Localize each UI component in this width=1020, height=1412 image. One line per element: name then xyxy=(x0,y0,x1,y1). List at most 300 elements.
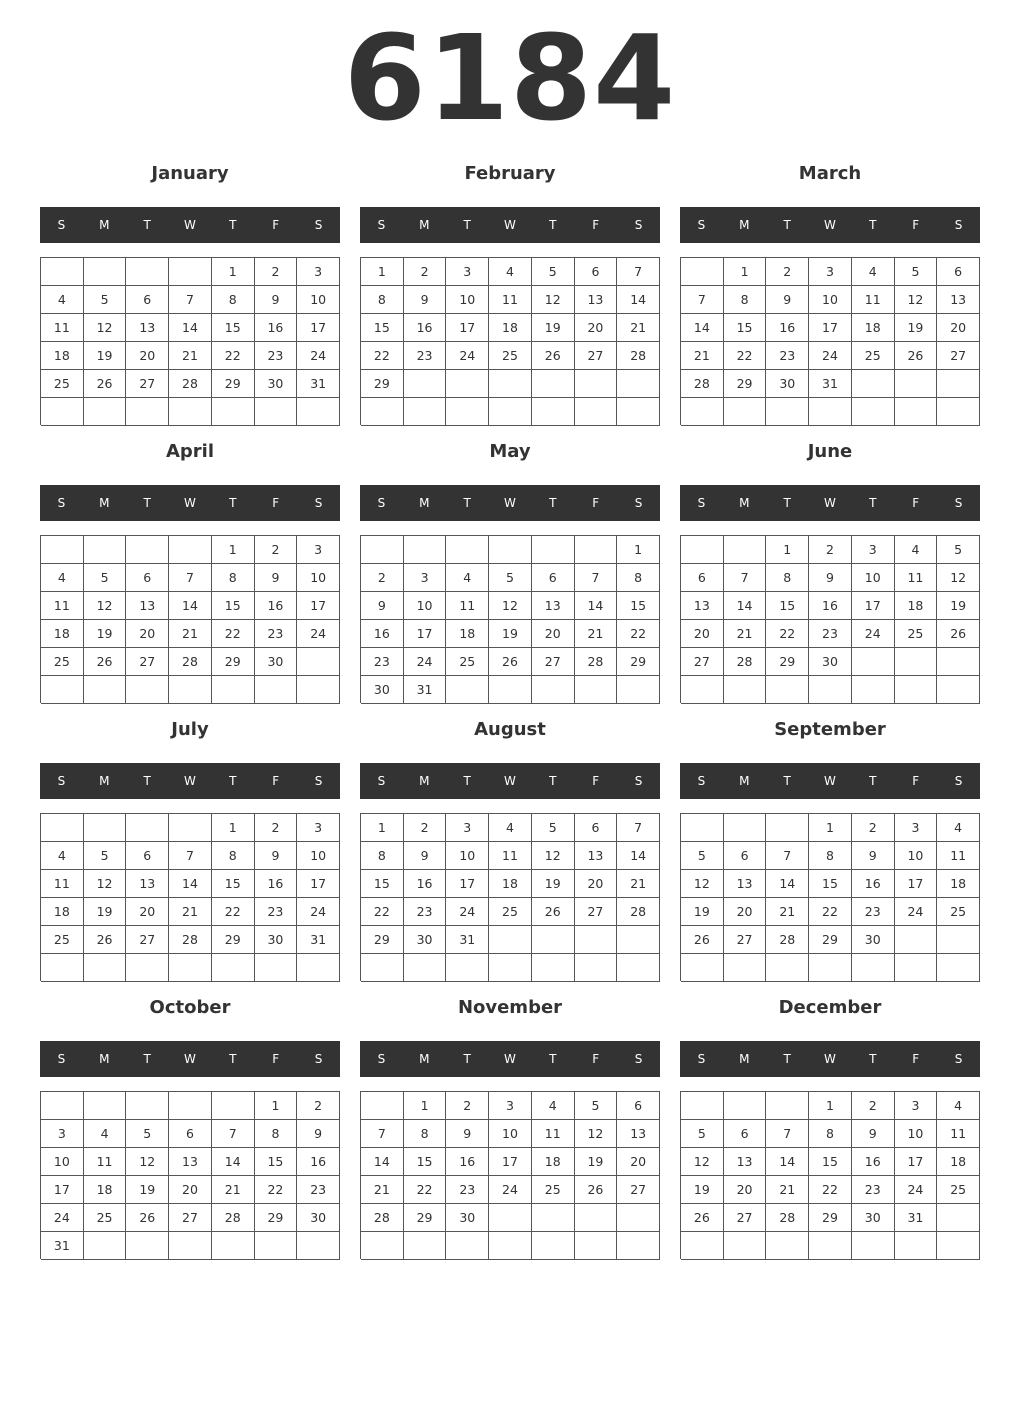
day-grid xyxy=(680,1091,980,1259)
day-cell: 10 xyxy=(297,842,340,870)
day-cell: 31 xyxy=(297,370,340,398)
weekday-label: S xyxy=(377,1052,386,1066)
empty-day-cell xyxy=(852,370,895,398)
weekday-label: T xyxy=(143,496,151,510)
day-cell: 6 xyxy=(724,842,767,870)
weekday-label: T xyxy=(143,218,151,232)
weekday-label: M xyxy=(739,496,750,510)
day-cell: 17 xyxy=(41,1176,84,1204)
weekday-label: F xyxy=(272,1052,280,1066)
day-cell: 24 xyxy=(489,1176,532,1204)
day-cell: 27 xyxy=(681,648,724,676)
day-cell: 27 xyxy=(169,1204,212,1232)
day-cell: 29 xyxy=(404,1204,447,1232)
day-cell: 10 xyxy=(404,592,447,620)
day-cell: 31 xyxy=(297,926,340,954)
day-cell: 2 xyxy=(766,258,809,286)
day-cell: 27 xyxy=(126,370,169,398)
weekday-label: T xyxy=(549,774,557,788)
empty-day-cell xyxy=(895,954,938,982)
day-cell: 30 xyxy=(852,926,895,954)
empty-day-cell xyxy=(297,1232,340,1260)
empty-day-cell xyxy=(617,398,660,426)
empty-day-cell xyxy=(532,926,575,954)
empty-day-cell xyxy=(84,814,127,842)
day-cell: 24 xyxy=(895,1176,938,1204)
weekday-header xyxy=(680,1041,980,1077)
weekday-label: T xyxy=(463,1052,471,1066)
empty-day-cell xyxy=(575,676,618,704)
day-cell: 19 xyxy=(681,1176,724,1204)
day-cell: 26 xyxy=(84,926,127,954)
weekday-label: T xyxy=(549,218,557,232)
day-cell: 29 xyxy=(255,1204,298,1232)
day-cell: 2 xyxy=(446,1092,489,1120)
day-cell: 28 xyxy=(766,1204,809,1232)
day-cell: 15 xyxy=(212,314,255,342)
weekday-header xyxy=(40,763,340,799)
empty-day-cell xyxy=(766,398,809,426)
day-cell: 10 xyxy=(809,286,852,314)
day-cell: 10 xyxy=(297,564,340,592)
empty-day-cell xyxy=(212,676,255,704)
day-cell: 2 xyxy=(404,258,447,286)
day-cell: 4 xyxy=(895,536,938,564)
day-cell: 3 xyxy=(297,536,340,564)
day-cell: 24 xyxy=(297,620,340,648)
day-cell: 20 xyxy=(724,898,767,926)
day-cell: 9 xyxy=(361,592,404,620)
day-cell: 13 xyxy=(681,592,724,620)
day-cell: 4 xyxy=(937,814,980,842)
day-cell: 23 xyxy=(852,898,895,926)
month-april xyxy=(40,438,340,706)
day-cell: 8 xyxy=(766,564,809,592)
day-cell: 3 xyxy=(895,814,938,842)
day-cell: 26 xyxy=(532,342,575,370)
day-cell: 21 xyxy=(617,314,660,342)
day-cell: 4 xyxy=(41,564,84,592)
day-cell: 22 xyxy=(255,1176,298,1204)
empty-day-cell xyxy=(724,954,767,982)
day-cell: 28 xyxy=(169,370,212,398)
day-cell: 15 xyxy=(809,1148,852,1176)
day-cell: 11 xyxy=(532,1120,575,1148)
empty-day-cell xyxy=(575,370,618,398)
day-cell: 23 xyxy=(852,1176,895,1204)
day-cell: 18 xyxy=(41,342,84,370)
empty-day-cell xyxy=(532,1204,575,1232)
day-cell: 29 xyxy=(809,1204,852,1232)
weekday-label: S xyxy=(697,496,706,510)
empty-day-cell xyxy=(852,676,895,704)
month-october xyxy=(40,994,340,1262)
day-cell: 2 xyxy=(404,814,447,842)
day-cell: 1 xyxy=(212,814,255,842)
day-cell: 8 xyxy=(212,842,255,870)
day-cell: 6 xyxy=(617,1092,660,1120)
weekday-label: W xyxy=(504,774,516,788)
weekday-label: S xyxy=(377,496,386,510)
weekday-label: F xyxy=(912,1052,920,1066)
empty-day-cell xyxy=(446,1232,489,1260)
empty-day-cell xyxy=(126,1092,169,1120)
day-cell: 25 xyxy=(489,342,532,370)
day-cell: 28 xyxy=(361,1204,404,1232)
day-cell: 14 xyxy=(212,1148,255,1176)
day-cell: 1 xyxy=(212,258,255,286)
weekday-label: W xyxy=(824,496,836,510)
empty-day-cell xyxy=(446,536,489,564)
day-cell: 14 xyxy=(766,1148,809,1176)
weekday-label: W xyxy=(824,1052,836,1066)
empty-day-cell xyxy=(41,258,84,286)
day-grid xyxy=(360,813,660,981)
day-cell: 5 xyxy=(895,258,938,286)
empty-day-cell xyxy=(617,954,660,982)
day-cell: 27 xyxy=(724,1204,767,1232)
day-cell: 28 xyxy=(169,648,212,676)
day-cell: 5 xyxy=(681,842,724,870)
day-cell: 13 xyxy=(937,286,980,314)
day-cell: 31 xyxy=(404,676,447,704)
day-cell: 29 xyxy=(212,648,255,676)
month-name: March xyxy=(798,163,862,184)
empty-day-cell xyxy=(126,954,169,982)
day-cell: 20 xyxy=(126,620,169,648)
empty-day-cell xyxy=(297,648,340,676)
weekday-label: S xyxy=(57,1052,66,1066)
day-cell: 26 xyxy=(681,1204,724,1232)
day-cell: 27 xyxy=(126,926,169,954)
empty-day-cell xyxy=(895,676,938,704)
day-cell: 13 xyxy=(532,592,575,620)
day-cell: 28 xyxy=(169,926,212,954)
day-cell: 2 xyxy=(809,536,852,564)
day-cell: 17 xyxy=(809,314,852,342)
day-cell: 12 xyxy=(895,286,938,314)
weekday-label: M xyxy=(99,218,110,232)
day-cell: 12 xyxy=(84,870,127,898)
day-cell: 7 xyxy=(169,842,212,870)
day-cell: 20 xyxy=(575,314,618,342)
day-cell: 6 xyxy=(532,564,575,592)
month-march xyxy=(680,160,980,428)
day-cell: 5 xyxy=(489,564,532,592)
empty-day-cell xyxy=(937,926,980,954)
empty-day-cell xyxy=(489,954,532,982)
day-cell: 28 xyxy=(212,1204,255,1232)
empty-day-cell xyxy=(937,398,980,426)
day-cell: 26 xyxy=(681,926,724,954)
weekday-label: S xyxy=(634,218,643,232)
empty-day-cell xyxy=(937,676,980,704)
empty-day-cell xyxy=(724,1232,767,1260)
empty-day-cell xyxy=(41,536,84,564)
day-cell: 27 xyxy=(575,342,618,370)
day-cell: 9 xyxy=(255,842,298,870)
day-cell: 6 xyxy=(681,564,724,592)
weekday-label: S xyxy=(697,218,706,232)
empty-day-cell xyxy=(126,258,169,286)
day-cell: 13 xyxy=(724,870,767,898)
day-cell: 17 xyxy=(852,592,895,620)
day-cell: 17 xyxy=(297,870,340,898)
weekday-label: T xyxy=(143,774,151,788)
day-cell: 9 xyxy=(766,286,809,314)
day-cell: 25 xyxy=(937,898,980,926)
day-cell: 6 xyxy=(575,258,618,286)
day-cell: 24 xyxy=(809,342,852,370)
empty-day-cell xyxy=(681,398,724,426)
day-cell: 6 xyxy=(126,842,169,870)
empty-day-cell xyxy=(532,398,575,426)
day-cell: 30 xyxy=(852,1204,895,1232)
empty-day-cell xyxy=(404,536,447,564)
day-cell: 6 xyxy=(724,1120,767,1148)
day-cell: 15 xyxy=(617,592,660,620)
month-name: November xyxy=(457,997,563,1018)
day-cell: 1 xyxy=(212,536,255,564)
day-cell: 9 xyxy=(404,842,447,870)
day-cell: 3 xyxy=(446,814,489,842)
day-cell: 5 xyxy=(126,1120,169,1148)
day-grid xyxy=(680,813,980,981)
day-cell: 25 xyxy=(41,926,84,954)
day-cell: 5 xyxy=(937,536,980,564)
day-grid xyxy=(40,813,340,981)
weekday-label: S xyxy=(697,774,706,788)
day-cell: 12 xyxy=(84,314,127,342)
empty-day-cell xyxy=(532,370,575,398)
month-name: May xyxy=(489,441,531,462)
month-july xyxy=(40,716,340,984)
empty-day-cell xyxy=(41,398,84,426)
day-cell: 8 xyxy=(361,842,404,870)
weekday-label: S xyxy=(314,1052,323,1066)
day-cell: 7 xyxy=(575,564,618,592)
day-cell: 25 xyxy=(41,370,84,398)
weekday-label: F xyxy=(592,774,600,788)
day-cell: 19 xyxy=(681,898,724,926)
day-cell: 20 xyxy=(532,620,575,648)
day-cell: 18 xyxy=(489,314,532,342)
weekday-label: F xyxy=(912,218,920,232)
empty-day-cell xyxy=(404,398,447,426)
month-june xyxy=(680,438,980,706)
empty-day-cell xyxy=(895,370,938,398)
empty-day-cell xyxy=(724,676,767,704)
day-cell: 14 xyxy=(169,592,212,620)
weekday-label: S xyxy=(954,218,963,232)
empty-day-cell xyxy=(575,536,618,564)
day-cell: 4 xyxy=(489,258,532,286)
month-february xyxy=(360,160,660,428)
day-cell: 12 xyxy=(681,870,724,898)
day-cell: 31 xyxy=(895,1204,938,1232)
day-cell: 4 xyxy=(937,1092,980,1120)
day-cell: 26 xyxy=(575,1176,618,1204)
weekday-label: T xyxy=(229,496,237,510)
empty-day-cell xyxy=(255,1232,298,1260)
empty-day-cell xyxy=(212,1092,255,1120)
day-cell: 29 xyxy=(212,370,255,398)
day-cell: 15 xyxy=(212,870,255,898)
day-cell: 23 xyxy=(361,648,404,676)
empty-day-cell xyxy=(169,258,212,286)
empty-day-cell xyxy=(84,954,127,982)
day-cell: 3 xyxy=(297,258,340,286)
day-cell: 14 xyxy=(766,870,809,898)
day-cell: 8 xyxy=(212,564,255,592)
day-cell: 21 xyxy=(212,1176,255,1204)
weekday-label: M xyxy=(419,774,430,788)
day-cell: 14 xyxy=(575,592,618,620)
weekday-label: F xyxy=(592,218,600,232)
day-cell: 22 xyxy=(212,342,255,370)
day-cell: 15 xyxy=(212,592,255,620)
empty-day-cell xyxy=(126,676,169,704)
empty-day-cell xyxy=(681,258,724,286)
day-cell: 30 xyxy=(255,370,298,398)
empty-day-cell xyxy=(84,258,127,286)
weekday-label: W xyxy=(184,218,196,232)
day-cell: 6 xyxy=(575,814,618,842)
month-may xyxy=(360,438,660,706)
day-cell: 30 xyxy=(361,676,404,704)
weekday-header xyxy=(680,485,980,521)
weekday-header xyxy=(40,207,340,243)
day-cell: 16 xyxy=(255,870,298,898)
day-cell: 7 xyxy=(766,842,809,870)
empty-day-cell xyxy=(255,954,298,982)
day-cell: 23 xyxy=(404,898,447,926)
day-cell: 18 xyxy=(84,1176,127,1204)
day-cell: 17 xyxy=(489,1148,532,1176)
day-cell: 31 xyxy=(809,370,852,398)
day-cell: 7 xyxy=(766,1120,809,1148)
day-cell: 3 xyxy=(41,1120,84,1148)
day-cell: 26 xyxy=(84,370,127,398)
day-cell: 9 xyxy=(297,1120,340,1148)
empty-day-cell xyxy=(937,1204,980,1232)
day-cell: 10 xyxy=(446,286,489,314)
day-cell: 1 xyxy=(404,1092,447,1120)
day-cell: 26 xyxy=(937,620,980,648)
day-cell: 9 xyxy=(809,564,852,592)
day-cell: 1 xyxy=(809,1092,852,1120)
weekday-label: S xyxy=(57,496,66,510)
day-cell: 9 xyxy=(852,842,895,870)
day-cell: 16 xyxy=(361,620,404,648)
weekday-header xyxy=(360,485,660,521)
empty-day-cell xyxy=(852,954,895,982)
weekday-label: F xyxy=(272,774,280,788)
empty-day-cell xyxy=(575,1232,618,1260)
weekday-label: T xyxy=(229,1052,237,1066)
day-cell: 18 xyxy=(937,1148,980,1176)
day-cell: 23 xyxy=(255,620,298,648)
day-cell: 20 xyxy=(724,1176,767,1204)
day-cell: 16 xyxy=(852,870,895,898)
day-cell: 4 xyxy=(532,1092,575,1120)
day-cell: 19 xyxy=(84,342,127,370)
day-cell: 9 xyxy=(404,286,447,314)
day-cell: 13 xyxy=(126,592,169,620)
empty-day-cell xyxy=(404,370,447,398)
day-cell: 17 xyxy=(404,620,447,648)
empty-day-cell xyxy=(212,1232,255,1260)
month-name: June xyxy=(807,441,853,462)
day-cell: 2 xyxy=(852,1092,895,1120)
day-cell: 8 xyxy=(809,842,852,870)
day-cell: 27 xyxy=(126,648,169,676)
day-cell: 25 xyxy=(852,342,895,370)
weekday-header xyxy=(360,763,660,799)
day-cell: 25 xyxy=(489,898,532,926)
day-cell: 28 xyxy=(681,370,724,398)
empty-day-cell xyxy=(404,1232,447,1260)
day-cell: 3 xyxy=(895,1092,938,1120)
day-cell: 24 xyxy=(446,342,489,370)
weekday-header xyxy=(680,207,980,243)
empty-day-cell xyxy=(809,954,852,982)
day-cell: 29 xyxy=(361,370,404,398)
day-cell: 22 xyxy=(617,620,660,648)
day-cell: 20 xyxy=(169,1176,212,1204)
day-cell: 15 xyxy=(766,592,809,620)
empty-day-cell xyxy=(575,926,618,954)
day-cell: 26 xyxy=(126,1204,169,1232)
empty-day-cell xyxy=(255,676,298,704)
day-cell: 29 xyxy=(724,370,767,398)
empty-day-cell xyxy=(532,536,575,564)
day-cell: 1 xyxy=(255,1092,298,1120)
day-cell: 23 xyxy=(255,342,298,370)
day-cell: 14 xyxy=(169,870,212,898)
day-cell: 24 xyxy=(297,342,340,370)
empty-day-cell xyxy=(724,1092,767,1120)
day-cell: 12 xyxy=(532,842,575,870)
weekday-label: M xyxy=(99,1052,110,1066)
day-cell: 10 xyxy=(41,1148,84,1176)
empty-day-cell xyxy=(681,536,724,564)
month-november xyxy=(360,994,660,1262)
month-august xyxy=(360,716,660,984)
day-cell: 10 xyxy=(446,842,489,870)
day-cell: 3 xyxy=(809,258,852,286)
day-cell: 28 xyxy=(766,926,809,954)
weekday-label: T xyxy=(463,774,471,788)
weekday-label: W xyxy=(824,218,836,232)
day-cell: 21 xyxy=(575,620,618,648)
day-cell: 27 xyxy=(937,342,980,370)
day-cell: 10 xyxy=(852,564,895,592)
weekday-label: S xyxy=(954,496,963,510)
weekday-label: T xyxy=(869,1052,877,1066)
day-cell: 14 xyxy=(617,286,660,314)
empty-day-cell xyxy=(361,1232,404,1260)
day-cell: 18 xyxy=(937,870,980,898)
weekday-header xyxy=(40,1041,340,1077)
day-cell: 11 xyxy=(41,592,84,620)
empty-day-cell xyxy=(212,398,255,426)
month-name: September xyxy=(774,719,886,740)
empty-day-cell xyxy=(724,398,767,426)
day-cell: 19 xyxy=(84,898,127,926)
empty-day-cell xyxy=(617,676,660,704)
day-cell: 11 xyxy=(937,842,980,870)
